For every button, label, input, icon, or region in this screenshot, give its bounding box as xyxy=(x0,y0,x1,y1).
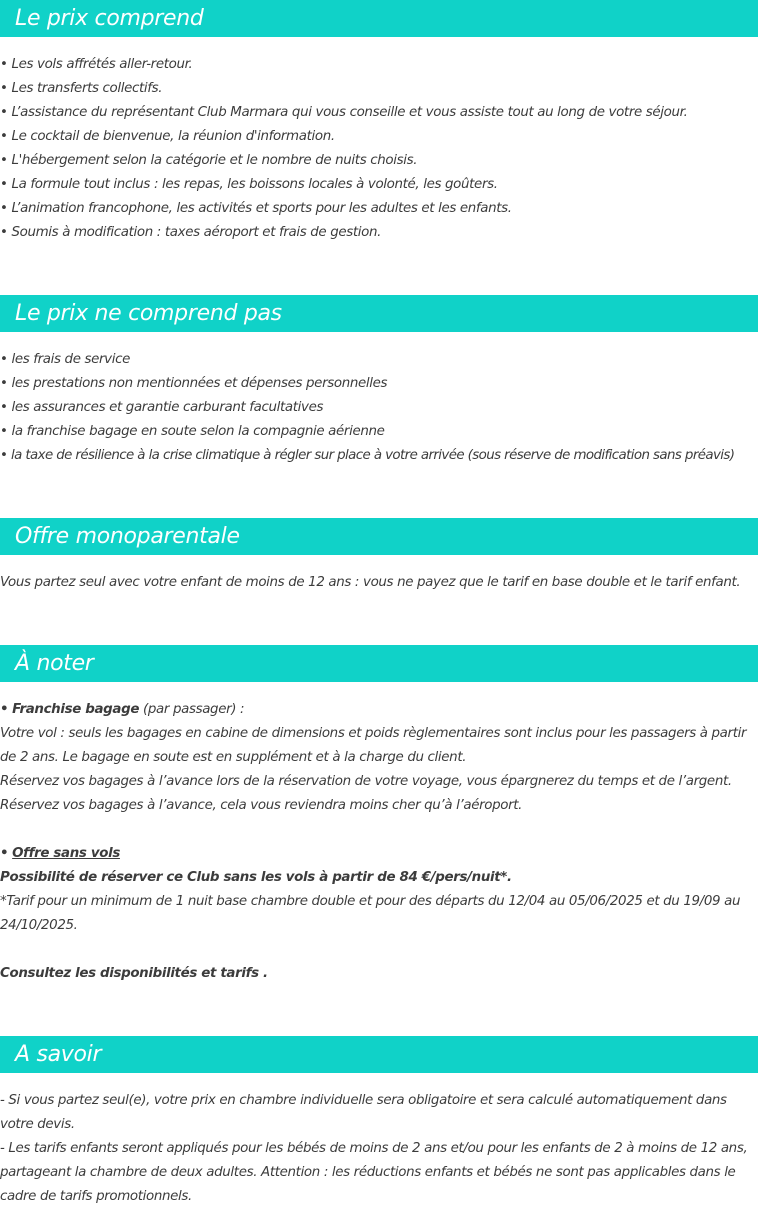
notes-block xyxy=(0,698,758,986)
section-header-price-includes: Le prix comprend xyxy=(0,0,758,37)
list-item: • les assurances et garantie carburant facultatives xyxy=(0,400,324,415)
list-item: • la taxe de résilience à la crise climatique à régler sur place à votre arrivée (sous réserve de modification sans préavis) xyxy=(0,448,735,463)
list-item: • Soumis à modification : taxes aéroport et frais de gestion. xyxy=(0,225,382,240)
availability-link[interactable]: Consultez les disponibilités et tarifs xyxy=(0,966,259,981)
list-item: • L’animation francophone, les activités et sports pour les adultes et les enfants. xyxy=(0,201,512,216)
list-item: • Les transferts collectifs. xyxy=(0,81,163,96)
single-parent-text-block xyxy=(0,571,758,595)
list-item: • L’assistance du représentant Club Marmara qui vous conseille et vous assiste tout au long de votre séjour. xyxy=(0,105,688,120)
section-header-notes: À noter xyxy=(0,645,758,682)
good-to-know-block xyxy=(0,1089,758,1209)
baggage-qualifier: (par passager) : xyxy=(143,702,245,717)
good-to-know-text: - Si vous partez seul(e), votre prix en chambre individuelle sera obligatoire et sera calculé automatiquement dans votre devis. xyxy=(0,1093,727,1132)
no-flight-offer-link[interactable]: Offre sans vols xyxy=(12,846,120,861)
baggage-advice: Réservez vos bagages à l’avance lors de la réservation de votre voyage, vous épargnerez du temps et de l’argent. xyxy=(0,774,732,789)
section-header-single-parent: Offre monoparentale xyxy=(0,518,758,555)
list-item: • Les vols affrétés aller-retour. xyxy=(0,57,193,72)
section-header-good-to-know: A savoir xyxy=(0,1036,758,1073)
availability-line: Consultez les disponibilités et tarifs . xyxy=(0,966,268,981)
list-item: • les frais de service xyxy=(0,352,131,367)
good-to-know-text: - Les tarifs enfants seront appliqués pour les bébés de moins de 2 ans et/ou pour les enfants de 2 à moins de 12 ans, partageant la chambre de deux adultes. Attention : les réductions enfants et bébés ne sont pas applicables dans le cadre de tarifs promotionnels. xyxy=(0,1141,748,1204)
section-header-price-excludes: Le prix ne comprend pas xyxy=(0,295,758,332)
list-item: • La formule tout inclus : les repas, les boissons locales à volonté, les goûters. xyxy=(0,177,498,192)
list-item: • Le cocktail de bienvenue, la réunion d'information. xyxy=(0,129,335,144)
no-flight-offer-text: Possibilité de réserver ce Club sans les vols à partir de 84 €/pers/nuit*. xyxy=(0,870,512,885)
price-excludes-list xyxy=(0,348,758,468)
single-parent-text: Vous partez seul avec votre enfant de moins de 12 ans : vous ne payez que le tarif en base double et le tarif enfant. xyxy=(0,575,741,590)
list-item: • la franchise bagage en soute selon la compagnie aérienne xyxy=(0,424,385,439)
list-item: • les prestations non mentionnées et dépenses personnelles xyxy=(0,376,388,391)
list-item: • L'hébergement selon la catégorie et le nombre de nuits choisis. xyxy=(0,153,418,168)
no-flight-heading: • Offre sans vols xyxy=(0,846,120,861)
no-flight-footnote: *Tarif pour un minimum de 1 nuit base chambre double et pour des départs du 12/04 au 05/06/2025 et du 19/09 au 24/10/2025. xyxy=(0,894,741,933)
price-includes-list xyxy=(0,53,758,245)
baggage-text: Votre vol : seuls les bagages en cabine de dimensions et poids règlementaires sont inclus pour les passagers à partir de 2 ans. Le bagage en soute est en supplément et à la charge du client. xyxy=(0,726,747,765)
baggage-label: Franchise bagage xyxy=(12,702,140,717)
baggage-advice: Réservez vos bagages à l’avance, cela vous reviendra moins cher qu’à l’aéroport. xyxy=(0,798,523,813)
baggage-heading: • Franchise bagage (par passager) : xyxy=(0,702,245,717)
